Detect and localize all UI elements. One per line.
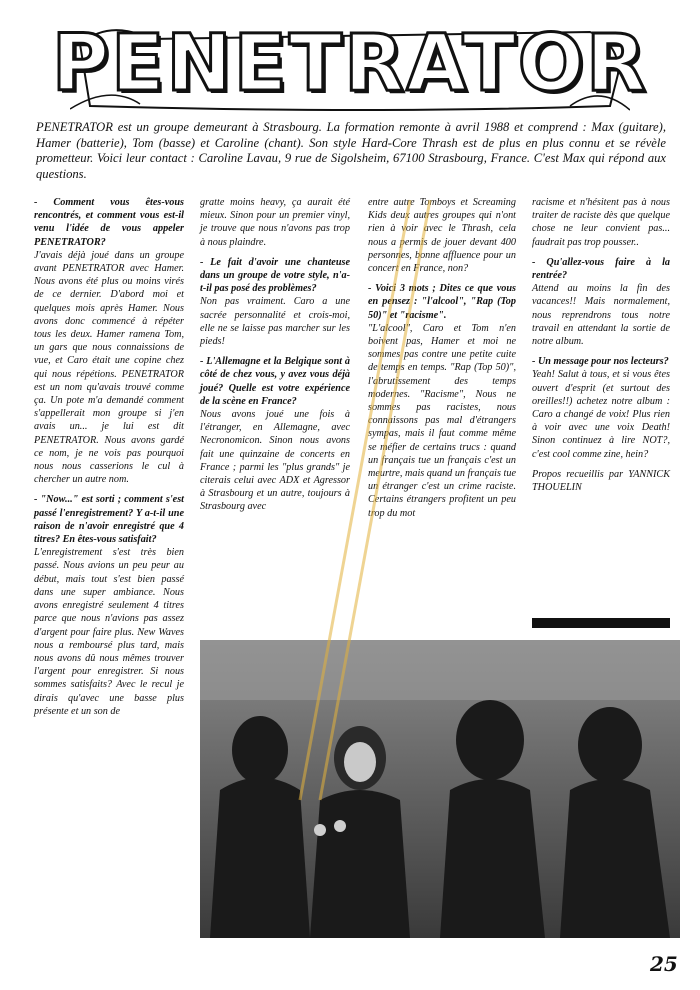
interview-block (200, 256, 350, 348)
column-2 (200, 196, 350, 521)
interview-answer: J'avais déjà joué dans un groupe avant PENETRATOR avec Hamer. Nous avons été plus ou moins virés de ce dernier. D'abord moi et quelques mois après Hamer. Nous avons donc commencé à répéter tous les deux. Hamer ramena Tom, un gars que nous connaissions de vue, et Caro était une copine chez qui nous répétions. PENETRATOR est un nom qu'avais trouvé comme ça. Un pote m'a demandé comment s'appellerait mon groupe si j'en avais un... je lui est dit PENETRATOR. Nous avons gardé ce nom, je ne vois pas pourquoi nous nous casserions le cul à chercher un autre nom. (34, 249, 184, 486)
interview-answer: Yeah! Salut à tous, et si vous êtes ouvert d'esprit (et surtout des oreilles!!) achetez notre album : Caro a changé de voix! Plus rien à voir avec une voix Death! Sinon continuez à lire NOT?, c'est cool comme zine, hein? (532, 369, 670, 460)
interview-block (368, 282, 516, 520)
interview-answer: entre autre Tomboys et Screaming Kids deux autres groupes qui n'ont rien à voir avec le Thrash, cela nous a permis de jouer devant 400 personnes, bonne affluence pour un concert en France, non? (368, 197, 516, 275)
interview-answer: Nous avons joué une fois à l'étranger, en Allemagne, avec Necronomicon. Sinon nous avons fait une quinzaine de concerts en France ; parmi les "plus grands" je citerais celui avec ADX et Agressor à Strasbourg et un autre, toujours à Strasbourg avec (200, 409, 350, 513)
band-logo (51, 14, 649, 114)
band-photo-image (200, 640, 680, 938)
interview-answer: L'enregistrement s'est très bien passé. Nous avions un peu peur au début, mais tout s'est bien passé dans une super ambiance. Nous avons enregistré seulement 4 titres parce que nous n'avions pas assez d'argent pour faire plus. New Waves nous a remboursé plus tard, mais nous avons dû nous mêmes trouver l'argent pour enregistrer. Si nous sommes satisfaits? Avec le recul je dirais qu'avec une basse plus présente et un son de (34, 547, 184, 717)
page-number: 25 (650, 952, 678, 976)
logo-text: PENETRATOR (51, 19, 649, 109)
interview-answer: Propos recueillis par YANNICK THOUELIN (532, 468, 670, 494)
interview-question: - Un message pour nos lecteurs? (532, 356, 669, 368)
interview-block (34, 493, 184, 717)
interview-question: - Le fait d'avoir une chanteuse dans un groupe de votre style, n'a-t-il pas posé des problèmes? (200, 256, 350, 295)
interview-question: - Comment vous êtes-vous rencontrés, et comment vous est-il venu l'idée de vous appeler PENETRATOR? (34, 197, 184, 248)
column-1 (34, 196, 184, 725)
band-photo (200, 640, 680, 938)
interview-block (200, 196, 350, 249)
interview-answer: "L'alcool", Caro et Tom n'en boivent pas, Hamer et moi ne sommes pas contre une petite cuite de temps en temps. "Rap (Top 50)", l'abrutissement des temps modernes. "Racisme", Nous ne sommes pas racistes, nous connaissons pas mal d'étrangers sympas, mais il faut comme même se méfier de certains trucs : quand un français tue un français c'est un meurtre, mais quand un français tue un étranger c'est un crime raciste. Certains étrangers profitent un peu trop du mot (368, 322, 516, 519)
credit-bar (532, 618, 670, 628)
interview-block (532, 468, 670, 494)
interview-answer: Attend au moins la fin des vacances!! Mais normalement, nous reprendrons tous notre travail en attendant la sortie de notre album. (532, 283, 670, 348)
interview-question: - Voici 3 mots ; Dites ce que vous en pensez : "l'alcool", "Rap (Top 50)" et "racisme". (368, 283, 516, 321)
column-3 (368, 196, 516, 527)
interview-answer: Non pas vraiment. Caro a une sacrée personnalité et crois-moi, elle ne se laisse pas marcher sur les pieds! (200, 296, 350, 348)
interview-answer: racisme et n'hésitent pas à nous traiter de raciste dès que quelque chose ne leur convient pas... faudrait pas trop pousser.. (532, 197, 670, 248)
interview-block (200, 355, 350, 513)
interview-question: - Qu'allez-vous faire à la rentrée? (532, 256, 670, 282)
interview-answer: gratte moins heavy, ça aurait été mieux. Sinon pour un premier vinyl, je trouve que nous n'avons pas trop à nous plaindre. (200, 197, 350, 248)
interview-block (368, 196, 516, 275)
column-4 (532, 196, 670, 501)
interview-question: - "Now..." est sorti ; comment s'est passé l'enregistrement? Y a-t-il une raison de n'avoir enregistré que 4 titres? En êtes-vous satisfait? (34, 494, 184, 546)
interview-block (532, 256, 670, 348)
interview-block (532, 355, 670, 461)
interview-block (34, 196, 184, 486)
intro-paragraph: PENETRATOR est un groupe demeurant à Strasbourg. La formation remonte à avril 1988 et comprend : Max (guitare), Hamer (batterie), Tom (basse) et Caroline (chant). Son style Hard-Core Thrash est de plus en plus connu et se révèle prometteur. Voici leur contact : Caroline Lavau, 9 rue de Sigolsheim, 67100 Strasbourg, France. C'est Max qui répond aux questions. (36, 120, 666, 181)
interview-question: - L'Allemagne et la Belgique sont à côté de chez vous, y avez vous déjà joué? Quelle est votre expérience de la scène en France? (200, 356, 350, 407)
interview-block (532, 196, 670, 249)
